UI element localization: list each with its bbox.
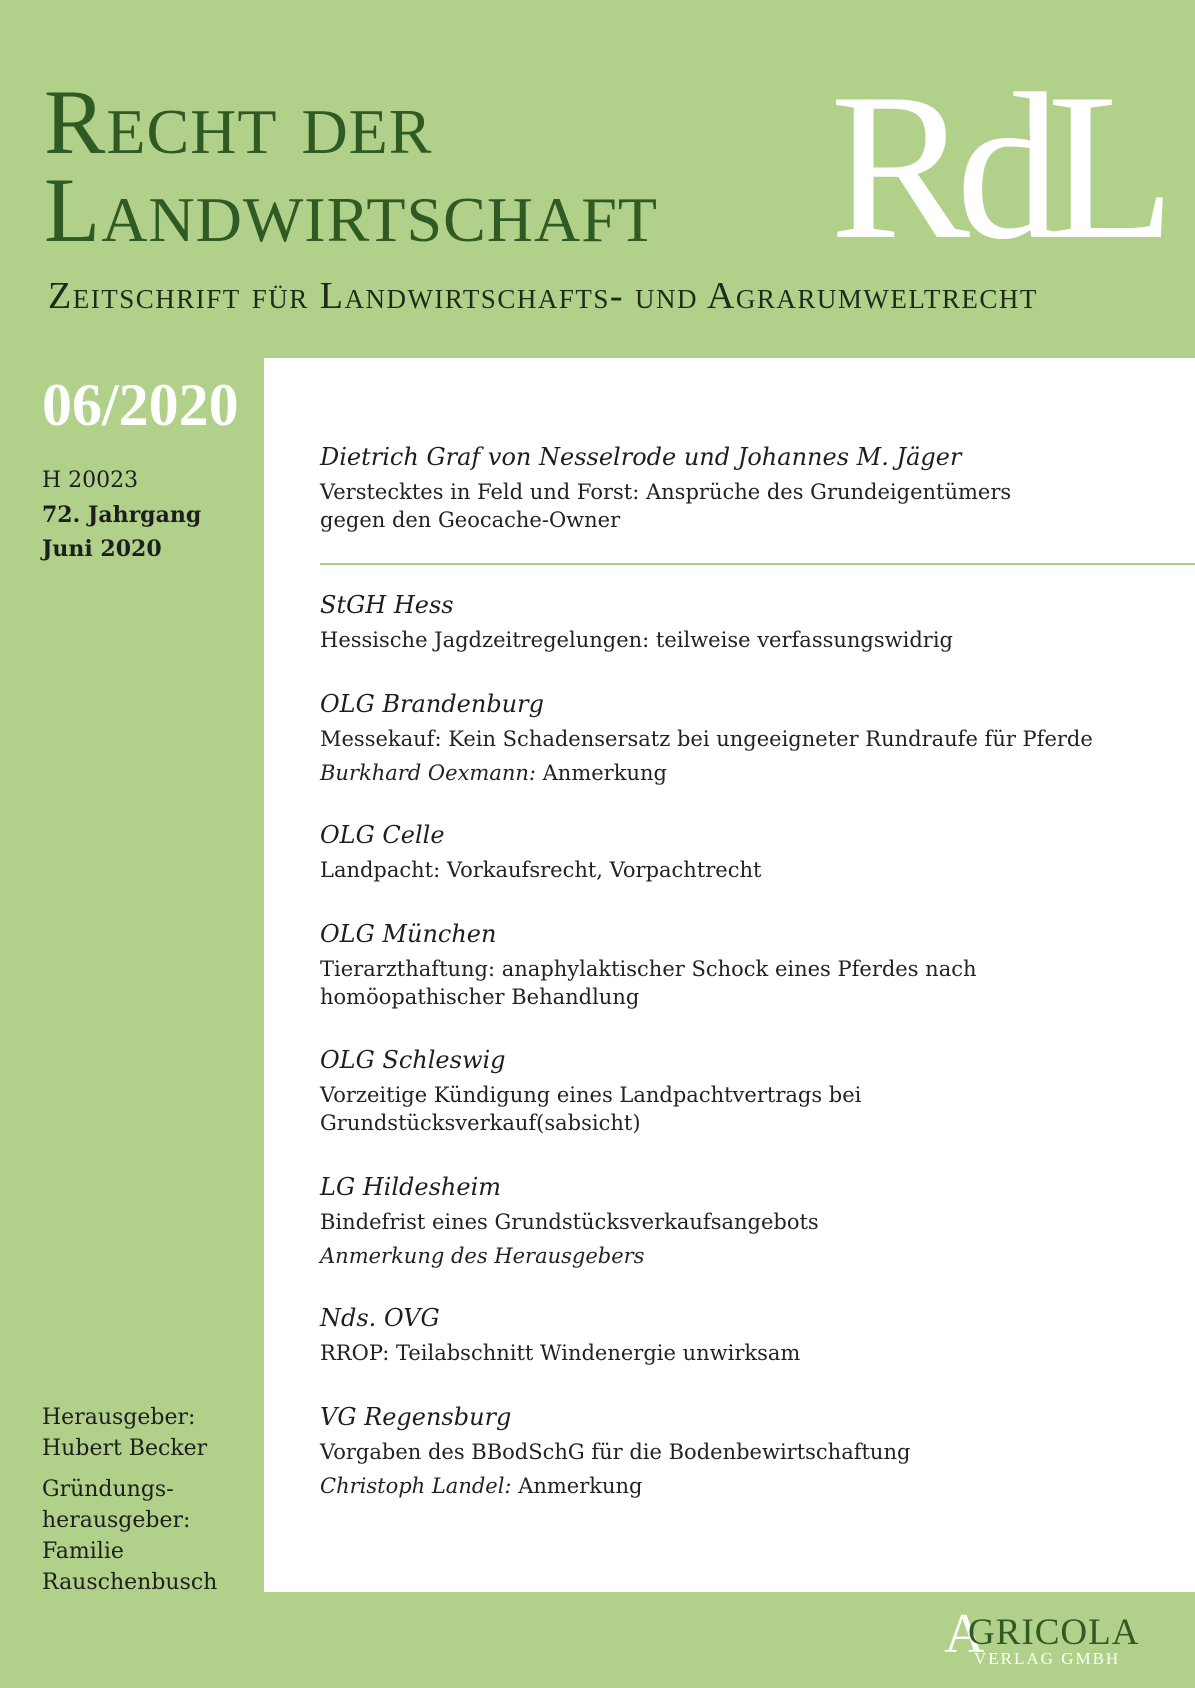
contents-entry — [320, 1172, 1140, 1270]
note-text: Anmerkung — [511, 1474, 643, 1498]
entry-note — [320, 1242, 1140, 1270]
entry-title: Vorgaben des BBodSchG für die Bodenbewirtschaftung — [320, 1440, 911, 1464]
note-author: Anmerkung des Herausgebers — [320, 1244, 645, 1268]
entry-title — [320, 1081, 1140, 1137]
contents-entry — [320, 1303, 1140, 1367]
journal-subtitle: Zeitschrift für Landwirtschafts- und Agrarumweltrecht — [48, 275, 1038, 317]
entry-title-line: gegen den Geocache-Owner — [320, 508, 621, 532]
entry-title: Hessische Jagdzeitregelungen: teilweise verfassungswidrig — [320, 628, 953, 652]
founder-label-1: Gründungs- — [42, 1477, 174, 1502]
journal-title-line2: Landwirtschaft — [44, 159, 658, 261]
entry-court: Nds. OVG — [320, 1304, 440, 1332]
entry-court: OLG Schleswig — [320, 1046, 506, 1074]
entry-title — [320, 478, 1140, 534]
entry-title: RROP: Teilabschnitt Windenergie unwirksam — [320, 1341, 801, 1365]
issue-code: H 20023 — [42, 468, 139, 493]
note-author: Burkhard Oexmann: — [320, 761, 536, 785]
note-author: Christoph Landel: — [320, 1474, 512, 1498]
journal-abbrev-logo: RdL — [830, 51, 1162, 283]
entry-court: LG Hildesheim — [320, 1173, 501, 1201]
entry-court: OLG Brandenburg — [320, 690, 544, 718]
contents-entry — [320, 689, 1140, 787]
entry-title — [320, 955, 1140, 1011]
contents-entry — [320, 1402, 1140, 1500]
publisher-subline: VERLAG GMBH — [974, 1649, 1121, 1668]
entry-title-line: Vorzeitige Kündigung eines Landpachtvertrags bei — [320, 1083, 862, 1107]
publisher-logo — [944, 1603, 1169, 1668]
entry-author: Dietrich Graf von Nesselrode und Johannes M. Jäger — [320, 443, 962, 471]
publisher-logo-initial: A — [944, 1603, 985, 1665]
note-text: Anmerkung — [535, 761, 667, 785]
entry-title: Landpacht: Vorkaufsrecht, Vorpachtrecht — [320, 858, 762, 882]
founder-name-2: Rauschenbusch — [42, 1570, 218, 1595]
entry-title-line: homöopathischer Behandlung — [320, 985, 640, 1009]
entry-court: OLG München — [320, 920, 497, 948]
editor-name: Hubert Becker — [42, 1436, 208, 1461]
entry-note — [320, 1472, 1140, 1500]
entry-title: Messekauf: Kein Schadensersatz bei ungeeigneter Rundraufe für Pferde — [320, 727, 1093, 751]
contents-panel — [264, 358, 1195, 1592]
entry-note — [320, 759, 1140, 787]
contents-entry — [320, 820, 1140, 884]
issue-meta — [42, 464, 201, 566]
contents-entry — [320, 1045, 1140, 1137]
entry-court: OLG Celle — [320, 821, 445, 849]
entry-title-line: Verstecktes in Feld und Forst: Ansprüche des Grundeigentümers — [320, 480, 1012, 504]
journal-title — [44, 71, 658, 261]
contents-entry — [320, 919, 1140, 1011]
entry-title: Bindefrist eines Grundstücksverkaufsangebots — [320, 1210, 819, 1234]
issue-date: Juni 2020 — [42, 536, 162, 562]
entry-title-line: Tierarzthaftung: anaphylaktischer Schock eines Pferdes nach — [320, 957, 977, 981]
contents-divider — [320, 563, 1195, 565]
issue-number: 06/2020 — [42, 372, 239, 438]
contents-entry — [320, 442, 1140, 534]
founder-label-2: herausgeber: — [42, 1508, 191, 1533]
issue-volume: 72. Jahrgang — [42, 502, 202, 528]
entry-title-line: Grundstücksverkauf(sabsicht) — [320, 1111, 641, 1135]
journal-title-line1: Recht der — [44, 71, 433, 173]
founder-name-1: Familie — [42, 1539, 124, 1564]
publisher-name: GRICOLA — [968, 1612, 1140, 1653]
contents-entry — [320, 590, 1140, 654]
editor-label: Herausgeber: — [42, 1405, 196, 1430]
entry-court: StGH Hess — [320, 591, 454, 619]
editors-block — [42, 1402, 217, 1598]
entry-court: VG Regensburg — [320, 1403, 512, 1431]
